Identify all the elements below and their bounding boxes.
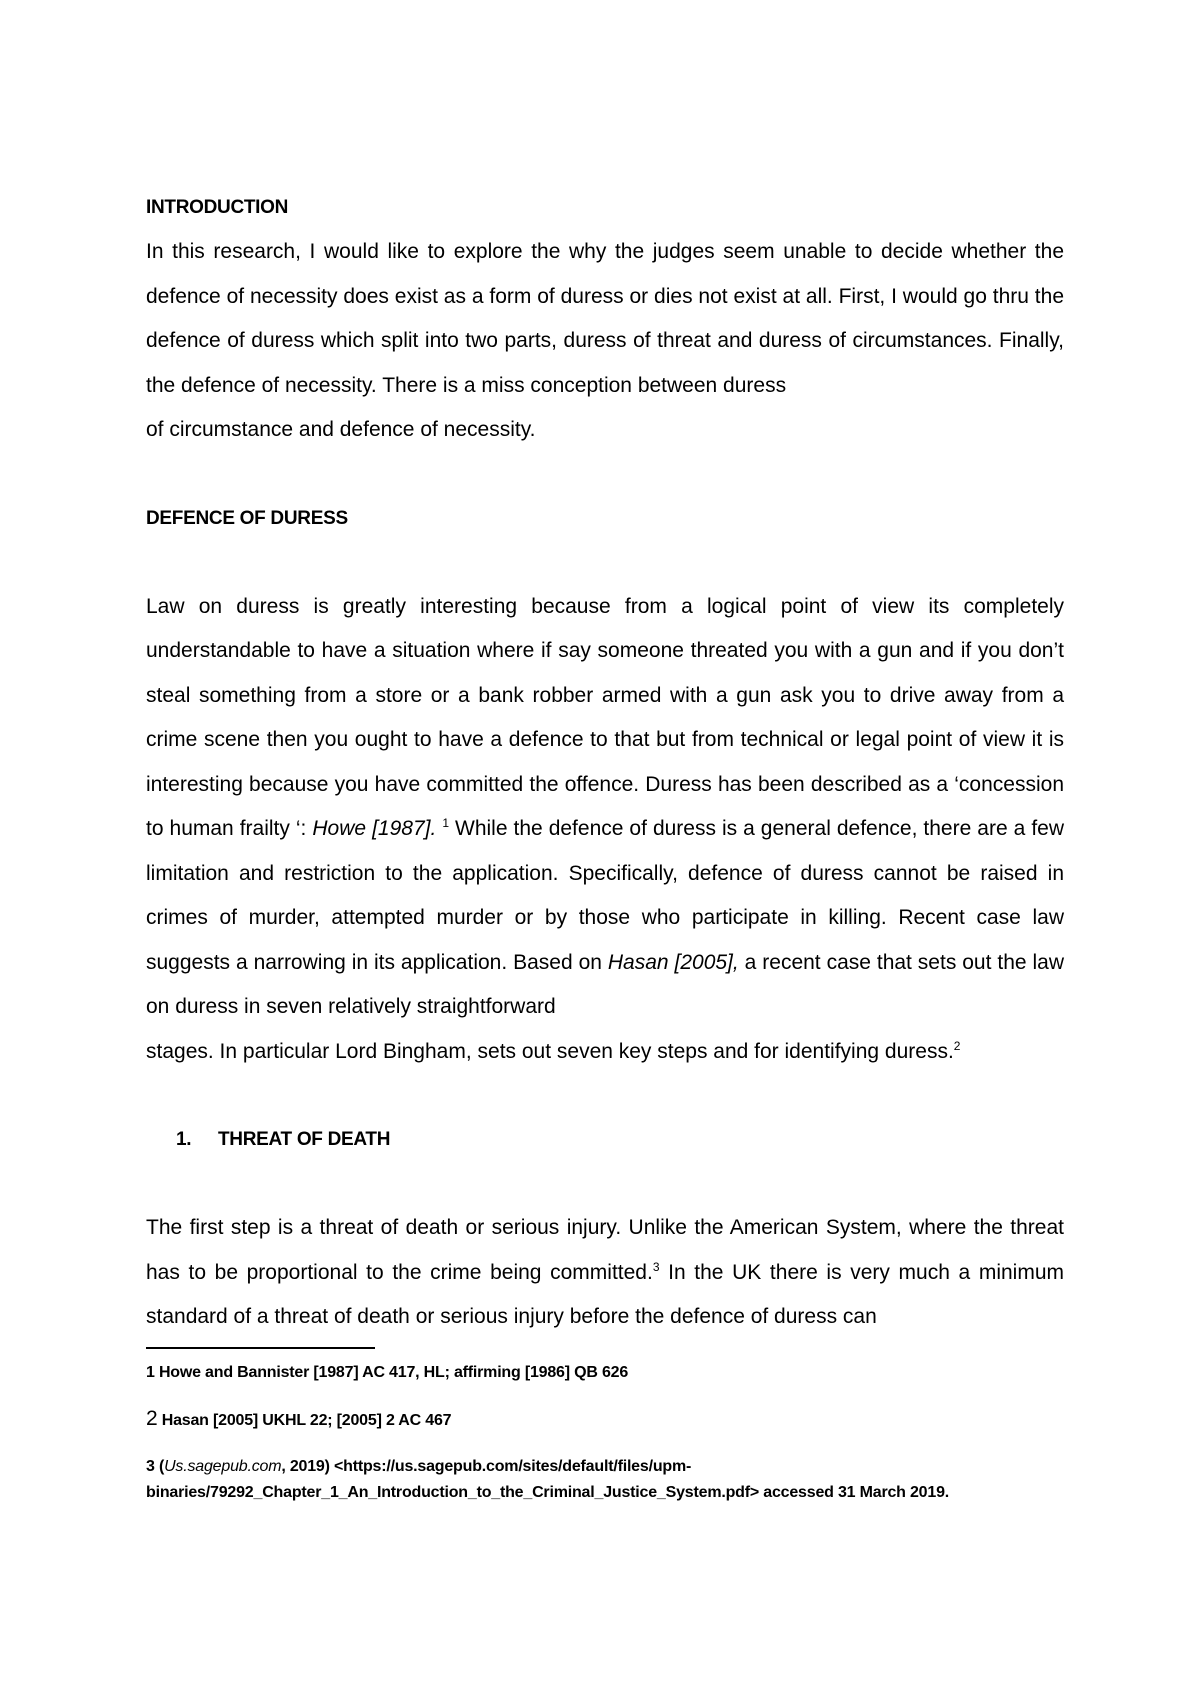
footnote-3-open: 3 (	[146, 1458, 165, 1475]
duress-text-2: While the defence of duress is a general defence, there are a few limitation and restriction to the application. Specifically, defence of duress cannot be raised in crimes of murder, attempted murder or by those who participate in killing. Recent case law suggests a narrowing in its application. Based on	[146, 817, 1064, 974]
introduction-heading: INTRODUCTION	[146, 197, 289, 218]
heading-number: 1.	[176, 1129, 192, 1150]
spacer	[146, 453, 1064, 497]
intro-last-line: of circumstance and defence of necessity.	[146, 418, 536, 441]
defence-of-duress-heading: DEFENCE OF DURESS	[146, 507, 348, 529]
footnote-3-rest: , 2019) <https://us.sagepub.com/sites/default/files/upm-binaries/79292_Chapter_1_An_Introduction_to_the_Criminal_Justice_System.pdf> accessed 31 March 2019.	[146, 1458, 950, 1501]
spacer	[146, 1074, 1064, 1118]
duress-text-1: Law on duress is greatly interesting because from a logical point of view its completely understandable to have a situation where if say someone threated you with a gun and if you don’t steal something from a store or a bank robber armed with a gun ask you to drive away from a crime scene then you ought to have a defence to that but from technical or legal point of view it is interesting because you have committed the offence. Duress has been described as a ‘concession to human frailty ‘:	[146, 594, 1064, 840]
footnote-separator	[146, 1347, 375, 1349]
footnote-3-site: Us.sagepub.com	[164, 1458, 282, 1475]
footnote-ref-1: 1	[442, 816, 449, 830]
footnote-3	[146, 1454, 1066, 1506]
footnote-ref-3: 3	[652, 1259, 660, 1274]
duress-paragraph	[146, 585, 1064, 1075]
citation-howe: Howe [1987].	[312, 817, 437, 840]
heading-text: THREAT OF DEATH	[218, 1129, 391, 1150]
threat-text-2: In the UK there is very much a minimum standard of a threat of death or serious injury before the defence of duress can	[146, 1260, 1064, 1328]
introduction-paragraph	[146, 230, 1064, 453]
footnote-2	[146, 1406, 1066, 1434]
threat-of-death-heading	[146, 1118, 1064, 1162]
threat-text-1: The first step is a threat of death or serious injury. Unlike the American System, where the threat has to be proportional to the crime being committed.	[146, 1216, 1064, 1284]
spacer	[146, 541, 1064, 585]
footnotes	[146, 1360, 1066, 1526]
footnote-2-number: 2	[146, 1407, 158, 1430]
intro-text: In this research, I would like to explore the why the judges seem unable to decide whether the defence of necessity does exist as a form of duress or dies not exist at all. First, I would go thru the defence of duress which split into two parts, duress of threat and duress of circumstances. Finally, the defence of necessity. There is a miss conception between duress	[146, 240, 1064, 397]
duress-last-line: stages. In particular Lord Bingham, sets out seven key steps and for identifying duress.	[146, 1039, 954, 1063]
footnote-2-text: Hasan [2005] UKHL 22; [2005] 2 AC 467	[157, 1412, 452, 1429]
footnote-1: 1 Howe and Bannister [1987] AC 417, HL; affirming [1986] QB 626	[146, 1364, 629, 1381]
citation-hasan: Hasan [2005],	[607, 950, 739, 974]
threat-paragraph	[146, 1206, 1064, 1340]
duress-text-3: a recent case that sets out the law on duress in seven relatively straightforward	[146, 950, 1065, 1018]
spacer	[146, 1162, 1064, 1206]
footnote-ref-2: 2	[953, 1038, 961, 1053]
